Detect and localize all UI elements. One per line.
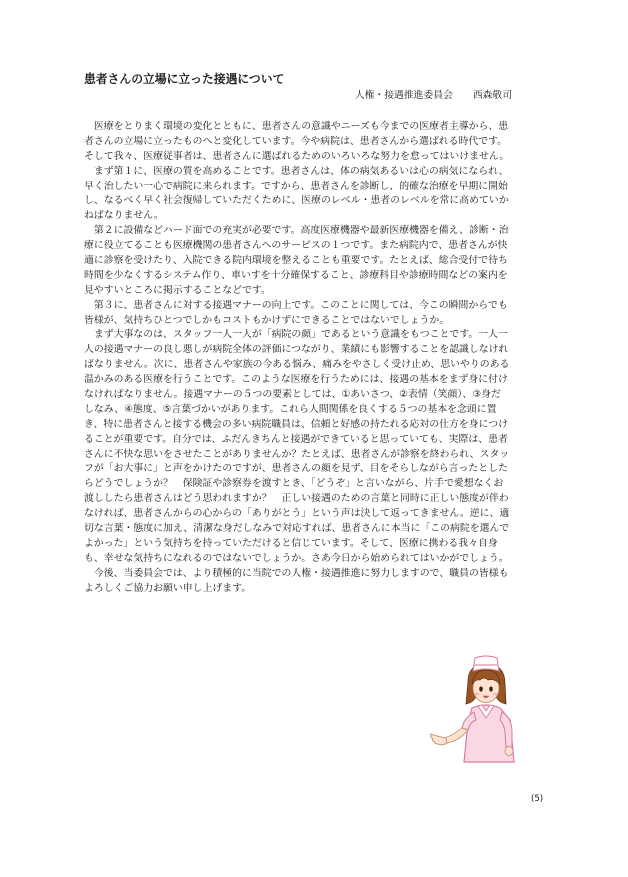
body-line: 療に役立てることも医療機関の患者さんへのサービスの１つです。また病院内で、患者さんが快 [84, 240, 508, 252]
body-line: ねばなりません。 [84, 210, 164, 222]
body-line: 第２に設備などハード面での充実が必要です。高度医療機器や最新医療機器を備え、診断・治 [93, 225, 509, 237]
body-line: ばなりません。次に、患者さんや家族の今ある悩み、痛みをやさしく受け止め、思いやりのある [84, 359, 510, 371]
body-line: 渡ししたら患者さんはどう思われますか？ 正しい接遇のための言葉と同時に正しい態度が伴わ [84, 493, 509, 505]
body-line: らどうでしょうか？ 保険証や診察券を渡すとき、「どうぞ」と言いながら、片手で愛想なくお [84, 478, 504, 490]
body-line: 切な言葉・態度に加え、清潔な身だしなみで対応すれば、患者さんに本当に「この病院を選んで [84, 523, 510, 535]
right-hand [505, 747, 513, 756]
document-title: 患者さんの立場に立った接遇について [84, 72, 285, 86]
body-line: フが「お大事に」と声をかけたのですが、患者さんの顔を見ず、目をそらしながら言ったとした [84, 463, 508, 475]
nurse-cap [473, 656, 499, 671]
body-paragraph [84, 567, 516, 597]
open-palm [430, 734, 447, 745]
body-paragraph [84, 328, 516, 566]
body-line: 早く治したい一心で病院に来られます。ですから、患者さんを診断し、的確な治療を早期に開始 [84, 180, 508, 192]
nurse-illustration [428, 652, 524, 764]
body-line: まず第１に、医療の質を高めることです。患者さんは、体の病気あるいは心の病気になられ、 [93, 165, 509, 177]
body-line: 温かみのある医療を行うことです。このような医療を行うためには、接遇の基本をまず身に付け [84, 374, 508, 386]
nurse-icon [428, 652, 524, 764]
body-line: 人の接遇マナーの良し悪しが病院全体の評価につながり、業績にも影響することを認識しなけれ [84, 344, 509, 356]
body-line: も、幸せな気持ちになれるのではないでしょうか。さあ今日から始められてはいかがでしょう。 [84, 552, 509, 564]
body-line: 時間を少なくするシステム作り、車いすを十分確保すること、診療科目や診療時間などの案内を [84, 269, 508, 281]
left-forearm [444, 728, 468, 743]
body-line: ることが重要です。自分では、ふだんきちんと接遇ができていると思っていても、実際は、患者 [84, 433, 508, 445]
body-paragraph [84, 224, 516, 298]
body-line: しなみ、④態度、⑤言葉づかいがあります。これら人間関係を良くする５つの基本を念頭に置 [84, 403, 497, 415]
body-line: よかった」という気持ちを持っていただけると信じています。そして、医療に携わる我々自身 [84, 537, 498, 549]
body-line: なければ、患者さんからの心からの「ありがとう」という声は決して返ってきません。逆に、適 [84, 508, 510, 520]
body-line: そして我々、医療従事者は、患者さんに選ばれるためのいろいろな努力を怠ってはいけません。 [84, 150, 510, 162]
body-line: 皆様が、気持ちひとつでしかもコストもかけずにできることではないでしょうか。 [84, 314, 450, 326]
body-line: き、特に患者さんと接する機会の多い病院職員は、信頼と好感の持たれる応対の仕方を身につけ [84, 418, 509, 430]
body-line: 医療をとりまく環境の変化とともに、患者さんの意識やニーズも今までの医療者主導から、患 [93, 121, 509, 132]
body-paragraph [84, 299, 516, 329]
body-line: 適に診察を受けたり、入院できる院内環境を整えることも重要です。たとえば、総合受付で待ち [84, 255, 508, 267]
body-line: 今後、当委員会では、より積極的に当院での人権・接遇推進に努力しますので、職員の皆様も [93, 567, 509, 579]
body-line: まず大事なのは、スタッフ一人一人が「病院の顔」であるという意識をもつことです。一人一 [93, 329, 508, 341]
body-line: 見やすいところに掲示することなどです。 [84, 284, 271, 296]
page-number: (5) [531, 794, 544, 804]
committee-name: 人権・接遇推進委員会 [354, 90, 453, 101]
body-paragraph [84, 120, 516, 165]
body-line: さんに不快な思いをさせたことがありませんか？たとえば、患者さんが診察を終わられ、スタッ [84, 448, 510, 460]
author-line [355, 89, 512, 103]
body-paragraph [84, 165, 516, 225]
author-name: 西森敬司 [472, 90, 512, 101]
left-eye [479, 686, 483, 691]
body-line: よろしくご協力お願い申し上げます。 [84, 582, 252, 594]
body-line: 第３に、患者さんに対する接遇マナーの向上です。このことに関しては、今この瞬間からでも [93, 299, 508, 311]
right-blush [493, 693, 498, 696]
body-line: し、なるべく早く社会復帰していただくために、医療のレベル・患者のレベルを常に高めていか [84, 195, 509, 207]
body-line: 者さんの立場に立ったものへと変化しています。今や病院は、患者さんから選ばれる時代です。 [84, 135, 508, 147]
left-blush [475, 693, 480, 696]
body-line: なければなりません。接遇マナーの５つの要素としては、①あいさつ、②表情（笑顔）、③身だ [84, 389, 501, 401]
right-eye [489, 686, 493, 691]
body-text [84, 120, 516, 597]
